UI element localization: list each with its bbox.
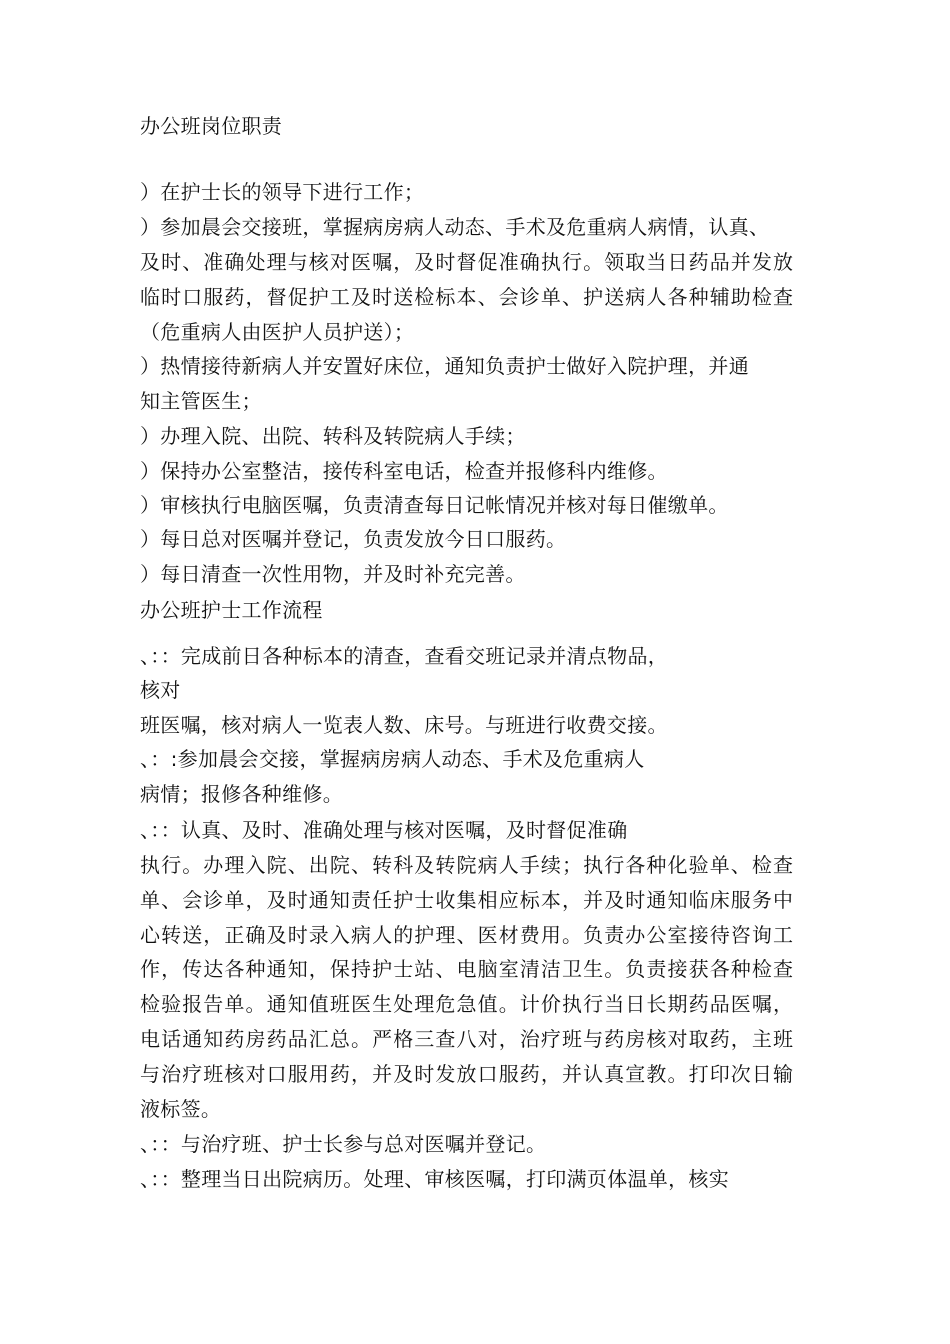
workflow-line: 检验报告单。通知值班医生处理危急值。计价执行当日长期药品医嘱，: [140, 992, 795, 1016]
section-title-duties: 办公班岗位职责: [140, 114, 283, 138]
workflow-line: 、：：与治疗班、护士长参与总对医嘱并登记。: [140, 1132, 547, 1156]
duty-line: ）审核执行电脑医嘱，负责清查每日记帐情况并核对每日催缴单。: [140, 493, 729, 517]
workflow-line: 班医嘱，核对病人一览表人数、床号。与班进行收费交接。: [140, 713, 668, 737]
workflow-line: 执行。办理入院、出院、转科及转院病人手续；执行各种化验单、检查: [140, 853, 795, 877]
workflow-line: 心转送，正确及时录入病人的护理、医材费用。负责办公室接待咨询工: [140, 923, 795, 947]
duty-line: 知主管医生；: [140, 389, 262, 413]
duty-line: ）参加晨会交接班，掌握病房病人动态、手术及危重病人病情，认真、: [140, 215, 770, 239]
workflow-line: 、：：完成前日各种标本的清查，查看交班记录并清点物品，: [140, 644, 669, 668]
duty-line: ）热情接待新病人并安置好床位，通知负责护士做好入院护理，并通: [140, 354, 749, 378]
workflow-line: 作，传达各种通知，保持护士站、电脑室清洁卫生。负责接获各种检查: [140, 957, 795, 981]
workflow-line: 、：：认真、及时、准确处理与核对医嘱，及时督促准确: [140, 818, 628, 842]
section-title-workflow: 办公班护士工作流程: [140, 598, 323, 622]
duty-line: ）每日清查一次性用物，并及时补充完善。: [140, 562, 526, 586]
duty-line: 及时、准确处理与核对医嘱，及时督促准确执行。领取当日药品并发放: [140, 250, 795, 274]
duty-line: ）办理入院、出院、转科及转院病人手续；: [140, 424, 526, 448]
workflow-line: 病情；报修各种维修。: [140, 782, 343, 806]
duty-line: （危重病人由医护人员护送）；: [140, 320, 415, 344]
workflow-line: 、：:参加晨会交接，掌握病房病人动态、手术及危重病人: [140, 747, 645, 771]
workflow-line: 与治疗班核对口服用药，并及时发放口服药，并认真宣教。打印次日输: [140, 1062, 795, 1086]
duty-line: ）保持办公室整洁，接传科室电话，检查并报修科内维修。: [140, 459, 668, 483]
duty-line: ）每日总对医嘱并登记，负责发放今日口服药。: [140, 527, 567, 551]
duty-line: 临时口服药，督促护工及时送检标本、会诊单、护送病人各种辅助检查: [140, 285, 795, 309]
workflow-line: 核对: [140, 678, 181, 702]
workflow-line: 电话通知药房药品汇总。严格三查八对，治疗班与药房核对取药，主班: [140, 1027, 795, 1051]
workflow-line: 、：：整理当日出院病历。处理、审核医嘱，打印满页体温单，核实: [140, 1167, 729, 1191]
workflow-line: 液标签。: [140, 1097, 222, 1121]
workflow-line: 单、会诊单，及时通知责任护士收集相应标本，并及时通知临床服务中: [140, 888, 795, 912]
duty-line: ）在护士长的领导下进行工作；: [140, 180, 425, 204]
